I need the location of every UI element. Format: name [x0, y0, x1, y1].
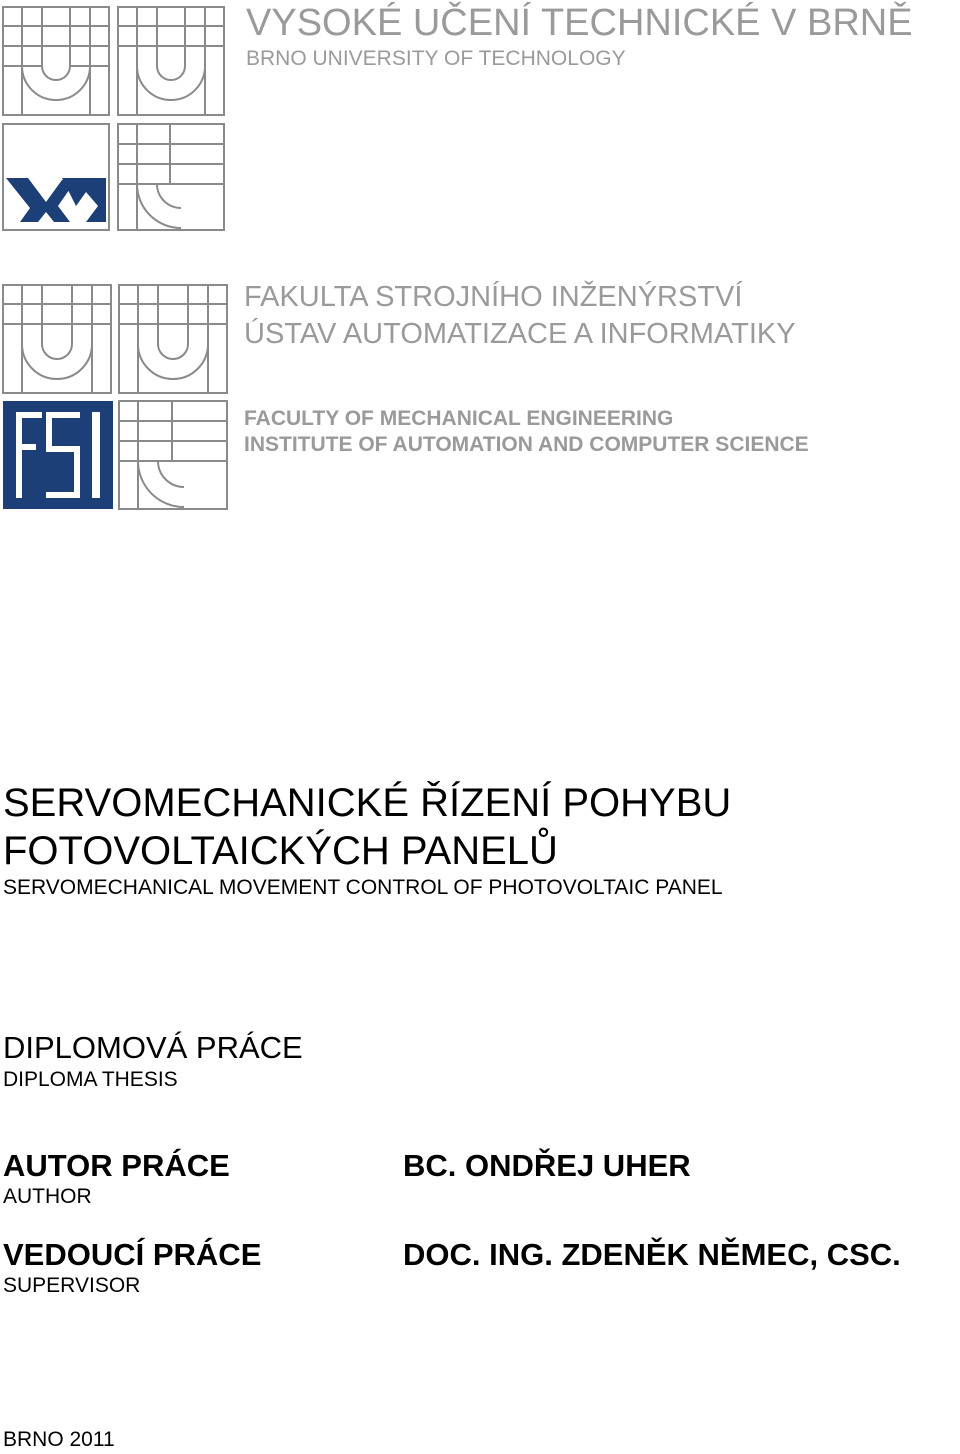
thesis-title-cz-line2: FOTOVOLTAICKÝCH PANELŮ — [3, 829, 558, 873]
fsi-logo — [2, 284, 228, 510]
thesis-title-cz-line1: SERVOMECHANICKÉ ŘÍZENÍ POHYBU — [3, 781, 732, 825]
place-year: BRNO 2011 — [3, 1428, 115, 1451]
vut-logo — [2, 6, 226, 232]
faculty-name-en: FACULTY OF MECHANICAL ENGINEERING — [244, 407, 674, 430]
university-name-en: BRNO UNIVERSITY OF TECHNOLOGY — [246, 47, 626, 70]
author-label: AUTOR PRÁCE — [3, 1148, 230, 1183]
thesis-type-cz: DIPLOMOVÁ PRÁCE — [3, 1030, 303, 1065]
supervisor-name: DOC. ING. ZDENĚK NĚMEC, CSC. — [403, 1237, 901, 1272]
thesis-type-en: DIPLOMA THESIS — [3, 1068, 178, 1091]
university-name-cz: VYSOKÉ UČENÍ TECHNICKÉ V BRNĚ — [246, 2, 913, 44]
supervisor-label: VEDOUCÍ PRÁCE — [3, 1237, 262, 1272]
supervisor-sublabel: SUPERVISOR — [3, 1274, 141, 1297]
author-name: BC. ONDŘEJ UHER — [403, 1148, 691, 1183]
faculty-name-cz: FAKULTA STROJNÍHO INŽENÝRSTVÍ — [244, 281, 743, 313]
author-sublabel: AUTHOR — [3, 1185, 92, 1208]
institute-name-cz: ÚSTAV AUTOMATIZACE A INFORMATIKY — [244, 318, 796, 350]
institute-name-en: INSTITUTE OF AUTOMATION AND COMPUTER SCIENCE — [244, 433, 809, 456]
thesis-title-en: SERVOMECHANICAL MOVEMENT CONTROL OF PHOTOVOLTAIC PANEL — [3, 876, 723, 899]
